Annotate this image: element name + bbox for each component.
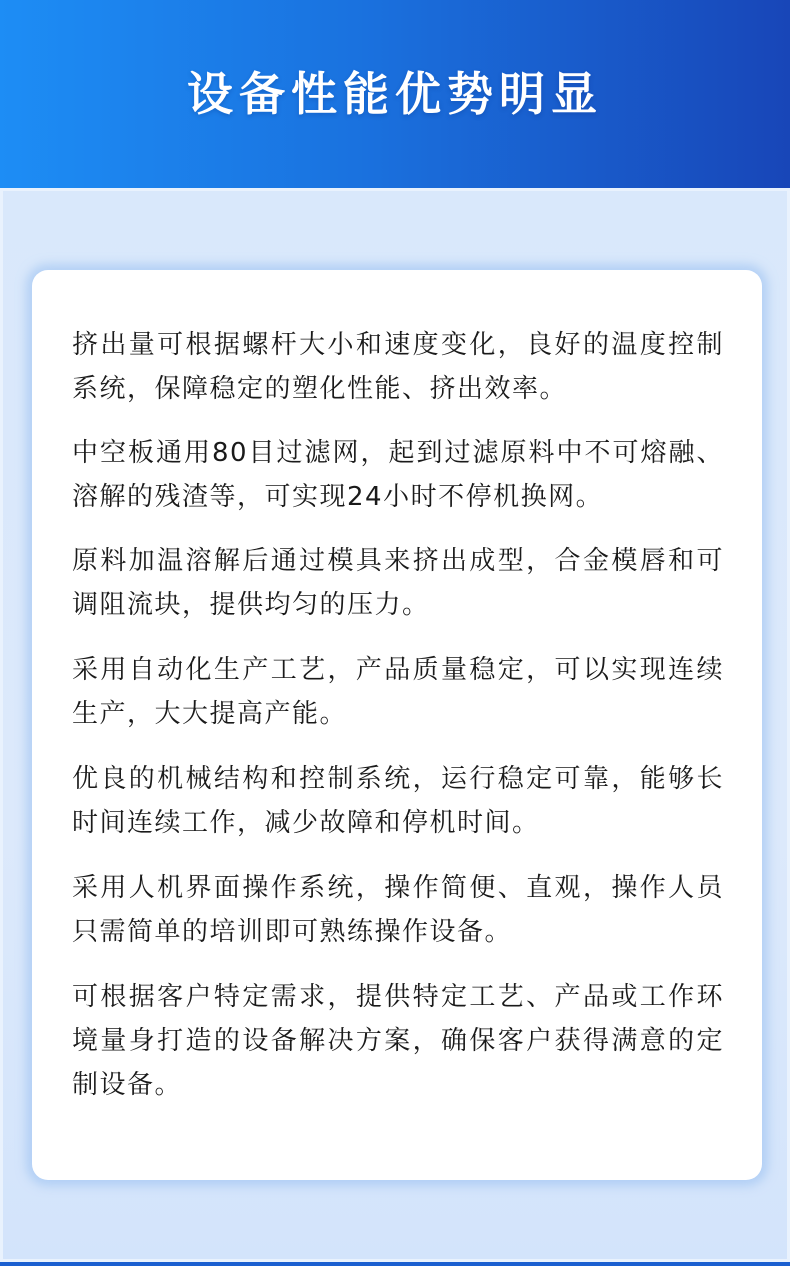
feature-paragraph-mold: 原料加温溶解后通过模具来挤出成型，合金模唇和可调阻流块，提供均匀的压力。 — [72, 546, 724, 620]
page-title: 设备性能优势明显 — [187, 67, 603, 121]
header-banner — [0, 0, 790, 188]
feature-paragraph-structure: 优良的机械结构和控制系统，运行稳定可靠，能够长时间连续工作，减少故障和停机时间。 — [72, 764, 724, 838]
feature-paragraph-filter: 中空板通用80目过滤网，起到过滤原料中不可熔融、溶解的残渣等，可实现24小时不停机换网。 — [72, 438, 724, 512]
feature-paragraph-hmi: 采用人机界面操作系统，操作简便、直观，操作人员只需简单的培训即可熟练操作设备。 — [72, 873, 724, 947]
feature-paragraph-automation: 采用自动化生产工艺，产品质量稳定，可以实现连续生产，大大提高产能。 — [72, 655, 724, 729]
feature-paragraph-custom: 可根据客户特定需求，提供特定工艺、产品或工作环境量身打造的设备解决方案，确保客户获得满意的定制设备。 — [72, 982, 724, 1100]
feature-paragraph-extrusion: 挤出量可根据螺杆大小和速度变化，良好的温度控制系统，保障稳定的塑化性能、挤出效率。 — [72, 330, 724, 404]
